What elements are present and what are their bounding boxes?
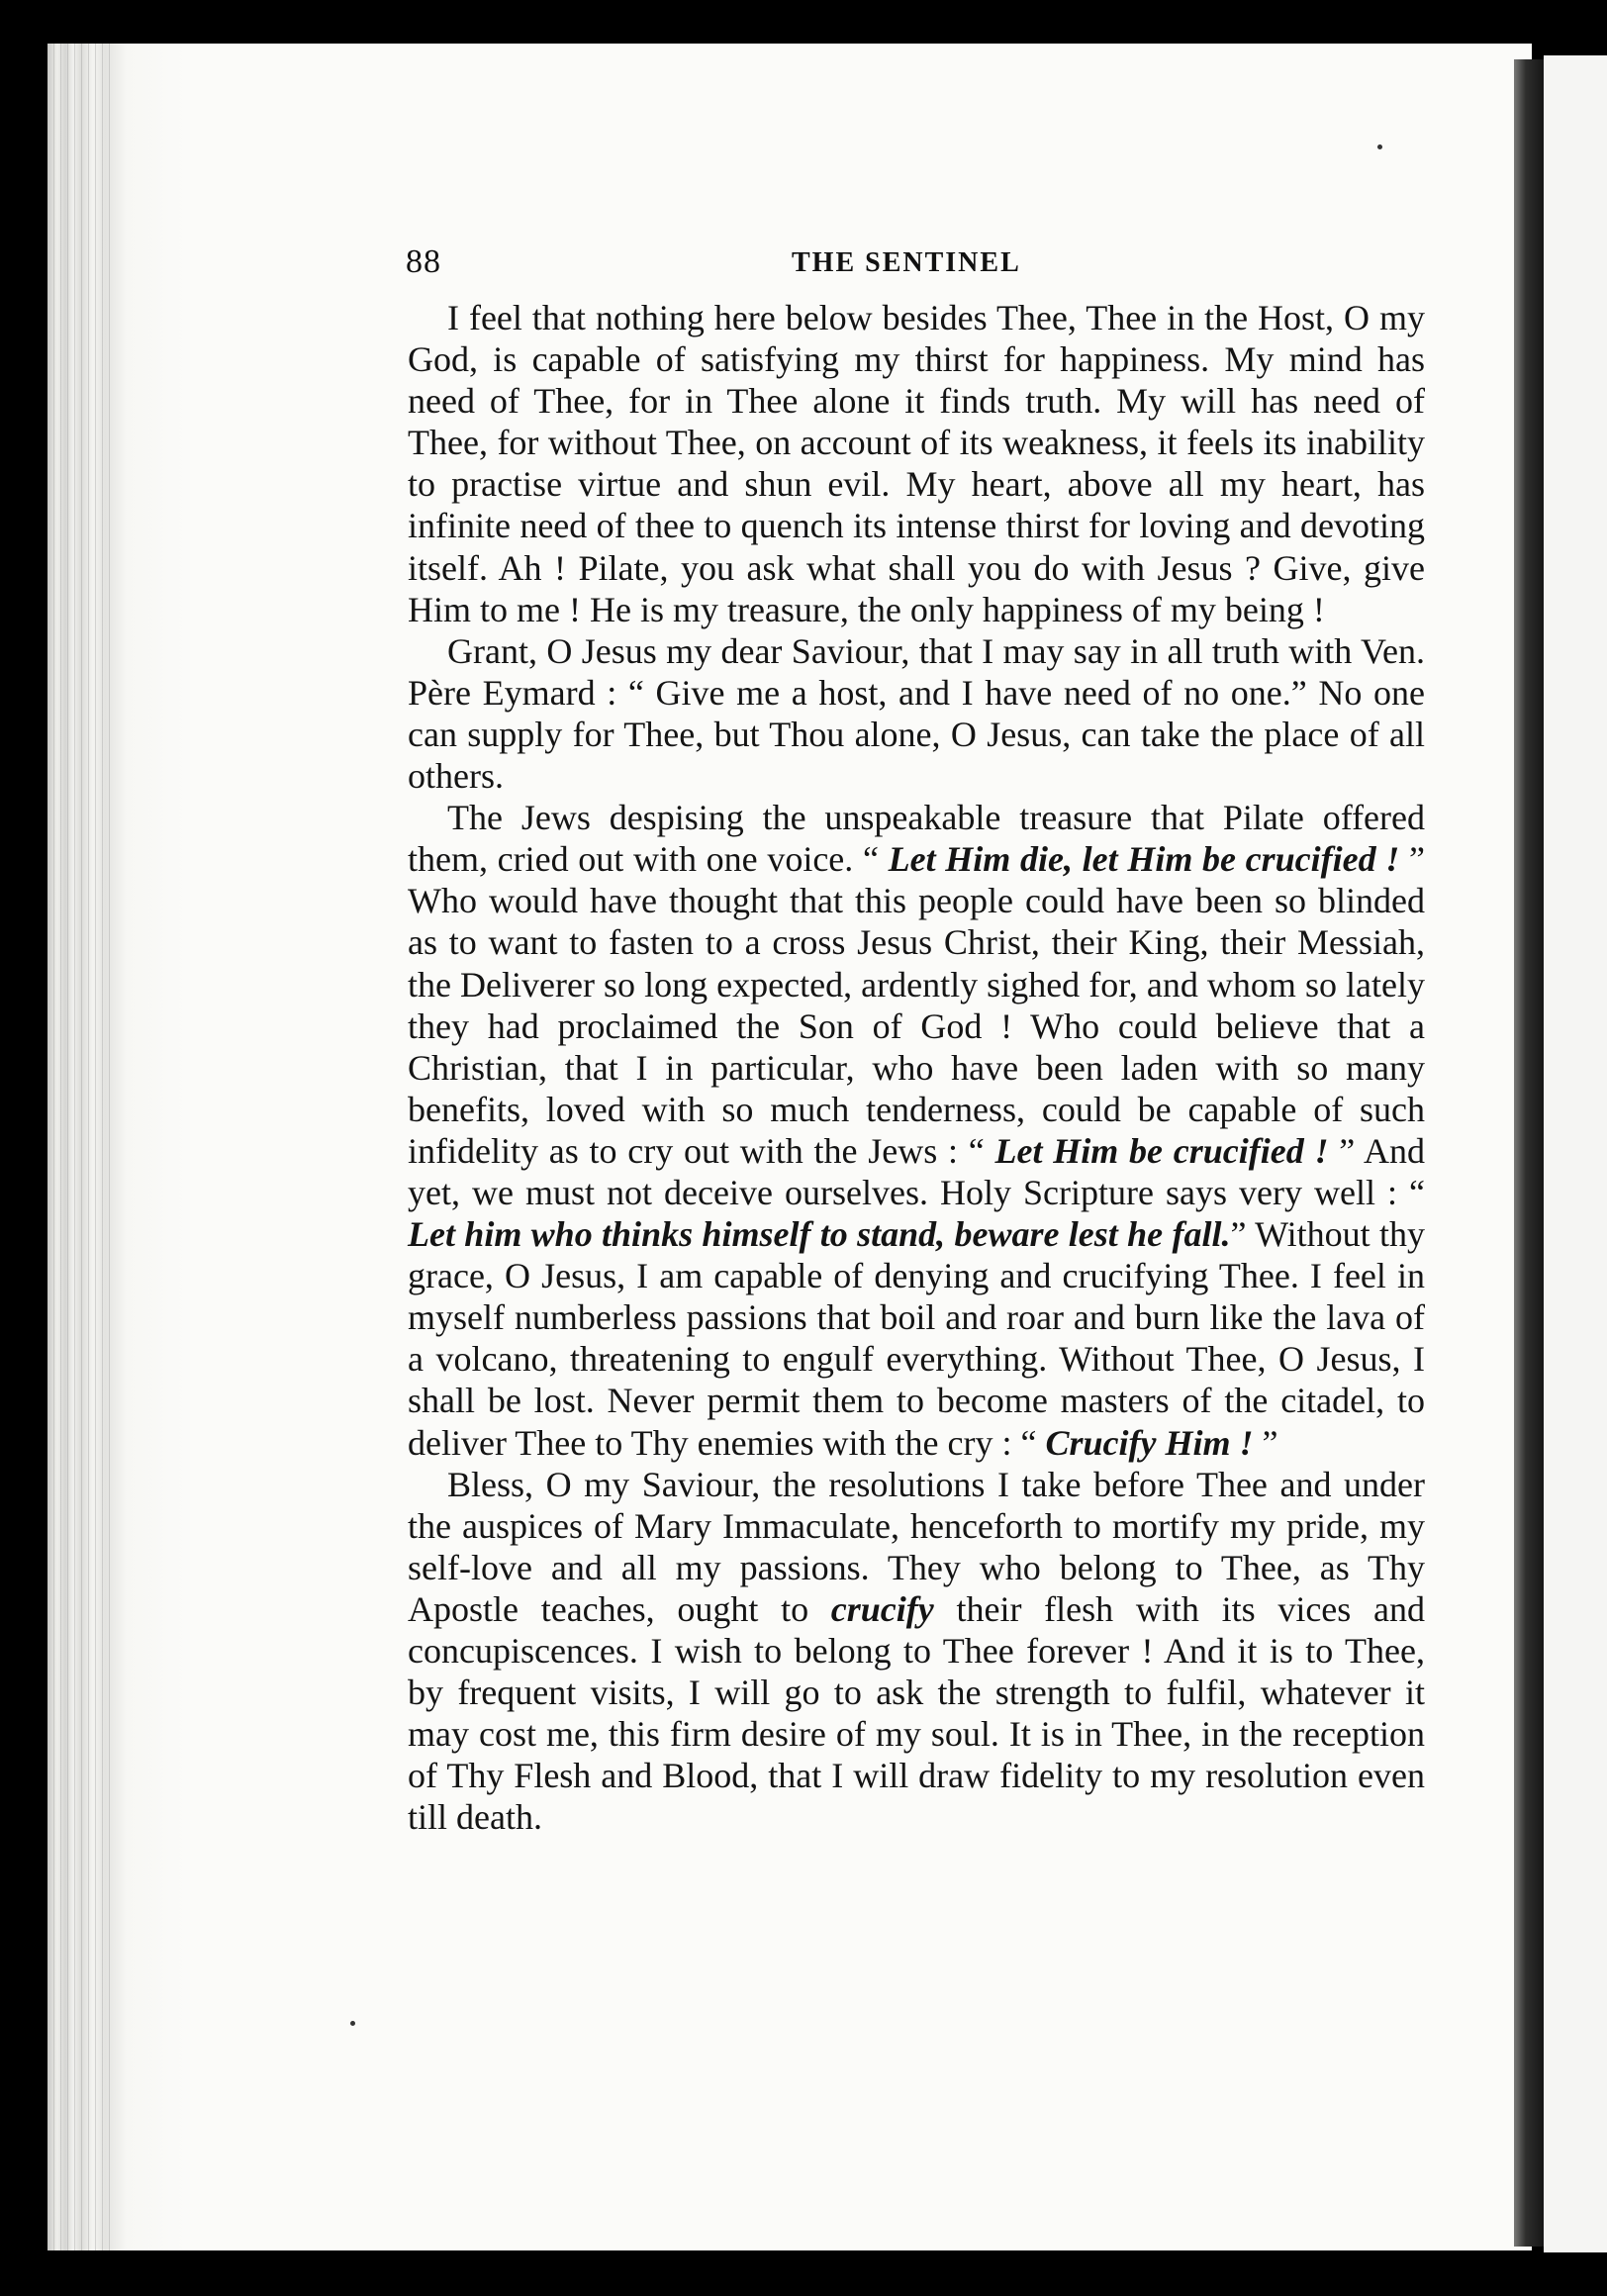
italic-quote: Crucify Him ! — [1045, 1422, 1254, 1463]
italic-quote: Let Him die, let Him be crucified ! — [888, 839, 1400, 880]
text-run: ” Without thy grace, O Jesus, I am capable of denying and crucifying Thee. I feel in myself numberless passions that boil and roar and burn like the lava of a volcano, threatening to engulf everything. Without Thee, O Jesus, I shall be lost. Never permit them to become masters of the citadel, to deliver Thee to Thy enemies with the cry : “ — [408, 1214, 1425, 1463]
page-gutter-lines — [53, 44, 113, 2250]
scan-speck — [1377, 144, 1382, 149]
italic-quote: Let Him be crucified ! — [994, 1130, 1329, 1171]
italic-quote: crucify — [830, 1588, 934, 1629]
text-run: The Jews despising the unspeakable treasure that Pilate offered them, cried out with one voice. “ — [408, 798, 1425, 880]
body-text — [408, 297, 1425, 1838]
running-title: THE SENTINEL — [792, 247, 1021, 278]
paragraph — [408, 1464, 1425, 1839]
paragraph — [408, 297, 1425, 630]
text-run: ” Who would have thought that this people could have been so blinded as to want to fasten to a cross Jesus Christ, their King, their Messiah, the Deliverer so long expected, ardently sighed for, and whom so lately they had proclaimed the Son of God ! Who could believe that a Christian, that I in particular, who have been laden with so many benefits, loved with so much tenderness, could be capable of such infidelity as to cry out with the Jews : “ — [408, 839, 1425, 1171]
paragraph — [408, 630, 1425, 797]
text-run: I feel that nothing here below besides Thee, Thee in the Host, O my God, is capable of satisfying my thirst for happiness. My mind has need of Thee, for in Thee alone it finds truth. My will has need of Thee, for without Thee, on account of its weakness, it feels its inability to practise virtue and shun evil. My heart, above all my heart, has infinite need of thee to quench its intense thirst for loving and devoting itself. Ah ! Pilate, you ask what shall you do with Jesus ? Give, give Him to me ! He is my treasure, the only happiness of my being ! — [408, 298, 1425, 629]
page-number: 88 — [406, 243, 441, 280]
text-run: Grant, O Jesus my dear Saviour, that I may say in all truth with Ven. Père Eymard : “ Give me a host, and I have need of no one.” No one can supply for Thee, but Thou alone, O Jesus, can take the place of all others. — [408, 630, 1425, 797]
text-run: Bless, O my Saviour, the resolutions I take before Thee and under the auspices of Mary Immaculate, henceforth to mortify my pride, my self-love and all my passions. They who belong to Thee, as Thy Apostle teaches, ought to — [408, 1464, 1425, 1629]
scan-speck — [350, 2021, 355, 2026]
page-header — [406, 243, 1079, 293]
text-run: ” — [1253, 1422, 1278, 1463]
italic-quote: Let him who thinks himself to stand, beware lest he fall. — [408, 1214, 1231, 1255]
text-run: ” And yet, we must not deceive ourselves. Holy Scripture says very well : “ — [408, 1130, 1425, 1212]
book-edge — [1514, 59, 1544, 2247]
paragraph — [408, 797, 1425, 1464]
text-run: their flesh with its vices and concupiscences. I wish to belong to Thee forever ! And it is to Thee, by frequent visits, I will go to ask the strength to fulfil, whatever it may cost me, this firm desire of my soul. It is in Thee, in the reception of Thy Flesh and Blood, that I will draw fidelity to my resolution even till death. — [408, 1588, 1425, 1838]
facing-page-edge — [1544, 55, 1607, 2252]
